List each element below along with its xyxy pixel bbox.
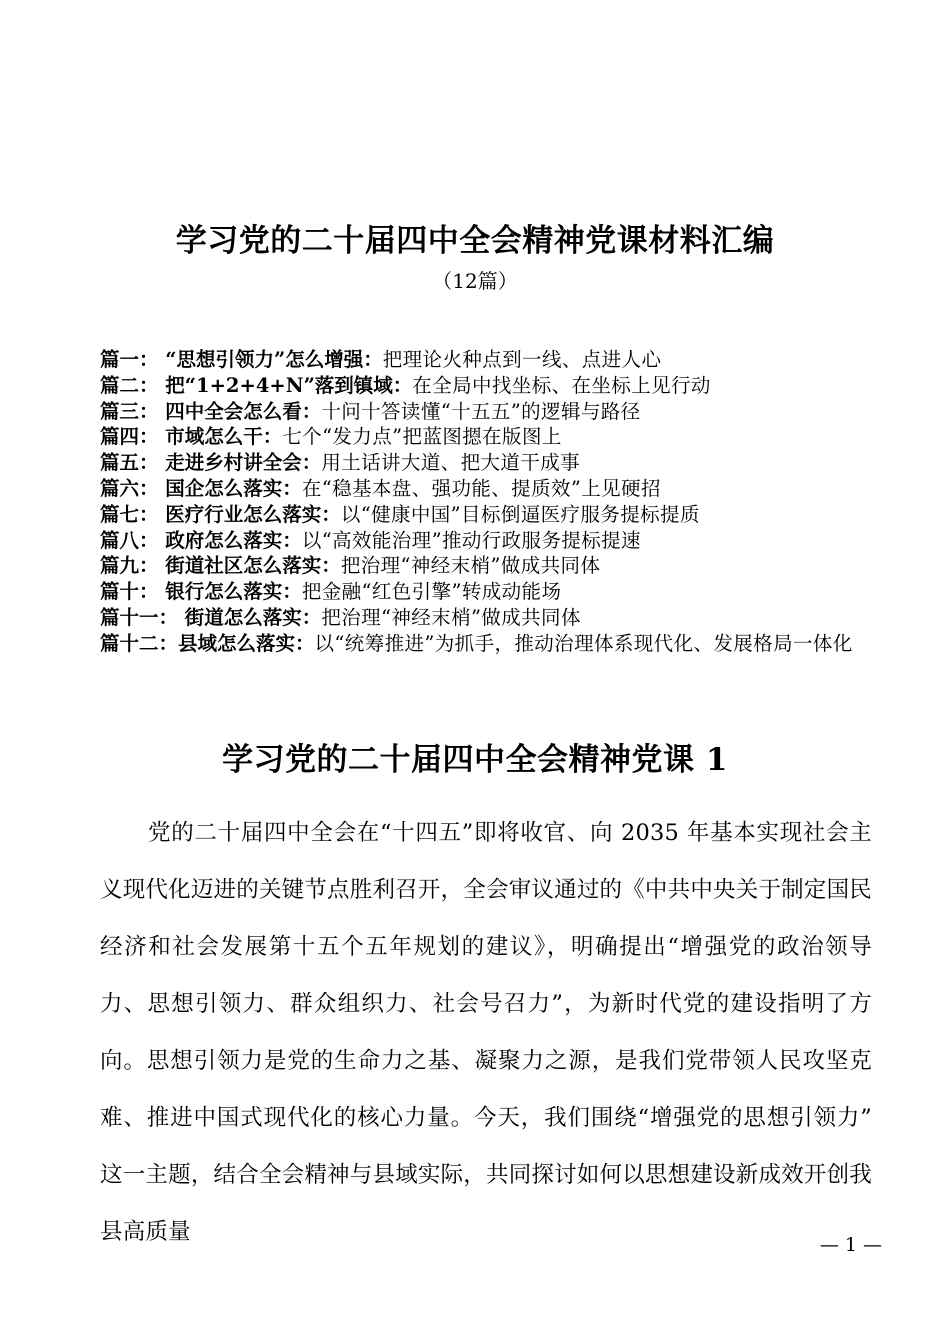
toc-entry[interactable] <box>100 631 875 657</box>
toc-entry-number: 篇三： <box>100 399 159 423</box>
body-paragraph: 党的二十届四中全会在“十四五”即将收官、向 2035 年基本实现社会主义现代化迈进的关键节点胜利召开，全会审议通过的《中共中央关于制定国民经济和社会发展第十五个五年规划的建议》，明确提出“增强党的政治领导力、思想引领力、群众组织力、社会号召力”，为新时代党的建设指明了方向。思想引领力是党的生命力之基、凝聚力之源，是我们党带领人民攻坚克难、推进中国式现代化的核心力量。今天，我们围绕“增强党的思想引领力”这一主题，结合全会精神与县域实际，共同探讨如何以思想建设新成效开创我县高质量 <box>100 819 872 1245</box>
article-body <box>100 782 872 1283</box>
toc-entry-description: 十问十答读懂“十五五”的逻辑与路径 <box>321 399 641 423</box>
toc-entry-topic: 走进乡村讲全会： <box>158 451 322 475</box>
toc-entry[interactable] <box>100 424 875 450</box>
toc-entry-number: 篇五： <box>100 451 159 475</box>
toc-entry-description: 在“稳基本盘、强功能、提质效”上见硬招 <box>301 476 661 500</box>
table-of-contents <box>100 347 875 657</box>
page-title: 学习党的二十届四中全会精神党课材料汇编 <box>175 222 775 259</box>
toc-entry[interactable] <box>100 553 875 579</box>
toc-entry-number: 篇二： <box>100 373 159 397</box>
toc-entry-description: 在全局中找坐标、在坐标上见行动 <box>412 373 711 397</box>
toc-entry-topic: 街道怎么落实： <box>178 605 322 629</box>
toc-entry-number: 篇十一： <box>100 605 179 629</box>
toc-entry-topic: 县域怎么落实： <box>178 631 315 655</box>
toc-entry-description: 把治理“神经末梢”做成共同体 <box>321 605 581 629</box>
toc-entry-topic: 医疗行业怎么落实： <box>158 502 341 526</box>
toc-entry-description: 以“健康中国”目标倒逼医疗服务提标提质 <box>340 502 700 526</box>
toc-entry-description: 把治理“神经末梢”做成共同体 <box>340 554 601 578</box>
toc-entry[interactable] <box>100 502 875 528</box>
toc-entry[interactable] <box>100 579 875 605</box>
toc-entry-number: 篇一： <box>100 348 159 371</box>
toc-entry-number: 篇七： <box>100 502 159 526</box>
toc-entry-number: 篇四： <box>100 425 159 449</box>
toc-entry[interactable] <box>100 399 875 425</box>
toc-entry-number: 篇九： <box>100 554 159 578</box>
toc-entry-description: 七个“发力点”把蓝图摁在版图上 <box>282 425 562 449</box>
toc-entry[interactable] <box>100 476 875 502</box>
toc-entry-topic: 银行怎么落实： <box>158 580 302 604</box>
document-subtitle: （12篇） <box>432 269 518 293</box>
toc-entry[interactable] <box>100 605 875 631</box>
toc-entry-topic: 街道社区怎么落实： <box>158 554 341 578</box>
toc-entry[interactable] <box>100 347 875 373</box>
toc-entry-description: 以“统筹推进”为抓手，推动治理体系现代化、发展格局一体化 <box>314 631 853 655</box>
toc-entry-topic: 国企怎么落实： <box>158 476 302 500</box>
toc-entry-topic: 四中全会怎么看： <box>158 399 322 423</box>
toc-entry-topic: 政府怎么落实： <box>158 528 302 552</box>
toc-entry-number: 篇十： <box>100 580 159 604</box>
toc-entry-number: 篇六： <box>100 476 159 500</box>
toc-entry-description: 把金融“红色引擎”转成动能场 <box>301 580 562 604</box>
toc-entry-description: 用土话讲大道、把大道干成事 <box>321 451 581 475</box>
toc-entry-topic: “思想引领力”怎么增强： <box>158 348 383 371</box>
toc-entry[interactable] <box>100 450 875 476</box>
toc-entry-number: 篇八： <box>100 528 159 552</box>
toc-entry-description: 把理论火种点到一线、点进人心 <box>382 348 662 371</box>
article-heading: 学习党的二十届四中全会精神党课 1 <box>222 741 728 778</box>
toc-entry[interactable] <box>100 528 875 554</box>
toc-entry-topic: 把“1+2+4+N”落到镇域： <box>158 373 413 397</box>
toc-entry[interactable] <box>100 373 875 399</box>
toc-entry-description: 以“高效能治理”推动行政服务提标提速 <box>301 528 641 552</box>
toc-entry-topic: 市域怎么干： <box>158 425 283 449</box>
page-number-footer: — 1 — <box>819 1234 882 1256</box>
toc-entry-number: 篇十二： <box>100 631 179 655</box>
